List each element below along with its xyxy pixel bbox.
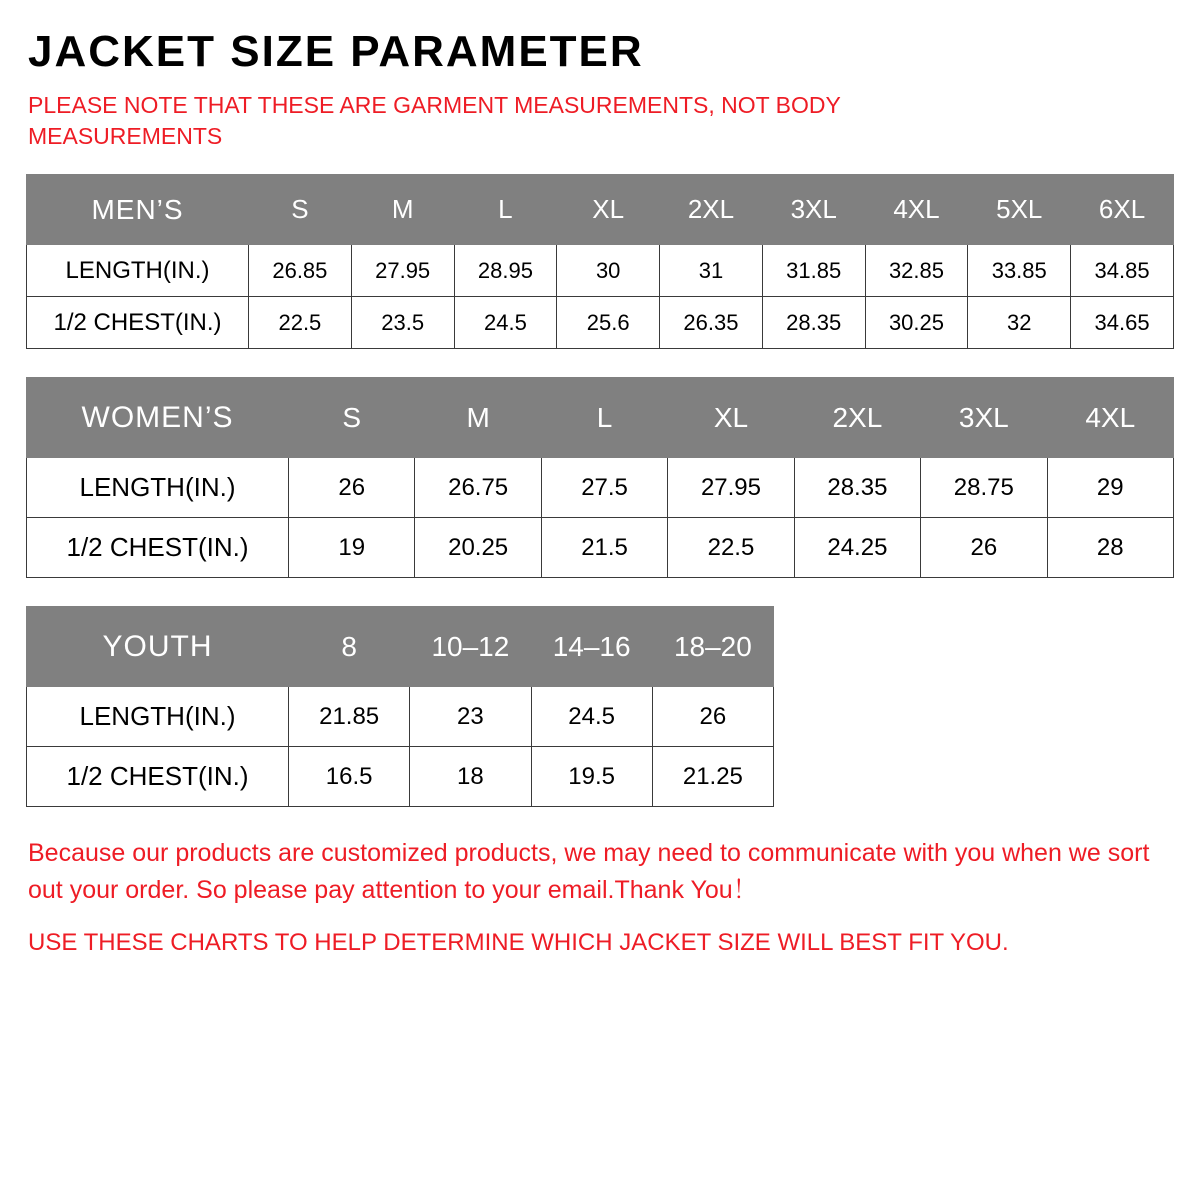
table-cell: 26: [652, 687, 773, 747]
table-row: [27, 245, 1174, 297]
table-cell: 34.65: [1071, 297, 1174, 349]
table-cell: 24.5: [531, 687, 652, 747]
table-title-mens: MEN’S: [27, 175, 249, 245]
table-cell: 26.85: [249, 245, 352, 297]
size-header: S: [289, 378, 415, 458]
measurement-note: PLEASE NOTE THAT THESE ARE GARMENT MEASUREMENTS, NOT BODY MEASUREMENTS: [28, 92, 841, 150]
table-cell: 30.25: [865, 297, 968, 349]
size-header: M: [415, 378, 541, 458]
table-cell: 21.25: [652, 747, 773, 807]
size-header: L: [454, 175, 557, 245]
table-cell: 32: [968, 297, 1071, 349]
table-cell: 24.25: [794, 518, 920, 578]
table-cell: 24.5: [454, 297, 557, 349]
size-header: 4XL: [865, 175, 968, 245]
table-cell: 21.5: [541, 518, 667, 578]
size-header: 6XL: [1071, 175, 1174, 245]
row-label-length: LENGTH(IN.): [27, 687, 289, 747]
table-cell: 26: [289, 458, 415, 518]
size-header: 8: [289, 607, 410, 687]
footer-notes: [26, 835, 1174, 960]
mens-size-table: [26, 174, 1174, 349]
size-header: 14–16: [531, 607, 652, 687]
table-cell: 23.5: [351, 297, 454, 349]
youth-size-table: [26, 606, 774, 807]
table-cell: 32.85: [865, 245, 968, 297]
size-header: 10–12: [410, 607, 531, 687]
table-row: [27, 747, 774, 807]
size-header: 18–20: [652, 607, 773, 687]
size-header: 2XL: [794, 378, 920, 458]
table-cell: 29: [1047, 458, 1173, 518]
size-header: M: [351, 175, 454, 245]
table-row: [27, 518, 1174, 578]
row-label-chest: 1/2 CHEST(IN.): [27, 297, 249, 349]
size-header: 3XL: [921, 378, 1047, 458]
size-header: 5XL: [968, 175, 1071, 245]
size-header: XL: [668, 378, 794, 458]
table-cell: 19: [289, 518, 415, 578]
row-label-chest: 1/2 CHEST(IN.): [27, 518, 289, 578]
size-header: 2XL: [660, 175, 763, 245]
row-label-length: LENGTH(IN.): [27, 458, 289, 518]
table-cell: 31.85: [762, 245, 865, 297]
table-cell: 22.5: [668, 518, 794, 578]
row-label-length: LENGTH(IN.): [27, 245, 249, 297]
size-header: 4XL: [1047, 378, 1173, 458]
table-cell: 30: [557, 245, 660, 297]
table-cell: 25.6: [557, 297, 660, 349]
table-cell: 26: [921, 518, 1047, 578]
table-title-womens: WOMEN’S: [27, 378, 289, 458]
table-cell: 23: [410, 687, 531, 747]
page-title: JACKET SIZE PARAMETER: [28, 27, 644, 76]
table-header-row: [27, 378, 1174, 458]
row-label-chest: 1/2 CHEST(IN.): [27, 747, 289, 807]
footer-note-custom: Because our products are customized products, we may need to communicate with you when we sort out your order. So please pay attention to your email.Thank You！: [28, 839, 1150, 904]
size-header: XL: [557, 175, 660, 245]
table-cell: 34.85: [1071, 245, 1174, 297]
table-cell: 28.95: [454, 245, 557, 297]
womens-size-table: [26, 377, 1174, 578]
size-header: L: [541, 378, 667, 458]
table-row: [27, 458, 1174, 518]
footer-note-charts: USE THESE CHARTS TO HELP DETERMINE WHICH JACKET SIZE WILL BEST FIT YOU.: [28, 928, 1009, 956]
table-cell: 28: [1047, 518, 1173, 578]
table-cell: 26.35: [660, 297, 763, 349]
table-cell: 27.5: [541, 458, 667, 518]
table-cell: 27.95: [351, 245, 454, 297]
table-cell: 28.35: [762, 297, 865, 349]
table-cell: 28.75: [921, 458, 1047, 518]
table-header-row: [27, 607, 774, 687]
table-header-row: [27, 175, 1174, 245]
table-cell: 22.5: [249, 297, 352, 349]
table-cell: 28.35: [794, 458, 920, 518]
table-row: [27, 297, 1174, 349]
table-row: [27, 687, 774, 747]
table-cell: 21.85: [289, 687, 410, 747]
size-header: 3XL: [762, 175, 865, 245]
table-cell: 19.5: [531, 747, 652, 807]
table-cell: 27.95: [668, 458, 794, 518]
table-cell: 18: [410, 747, 531, 807]
table-cell: 33.85: [968, 245, 1071, 297]
size-header: S: [249, 175, 352, 245]
table-cell: 31: [660, 245, 763, 297]
table-cell: 26.75: [415, 458, 541, 518]
table-title-youth: YOUTH: [27, 607, 289, 687]
table-cell: 20.25: [415, 518, 541, 578]
table-cell: 16.5: [289, 747, 410, 807]
